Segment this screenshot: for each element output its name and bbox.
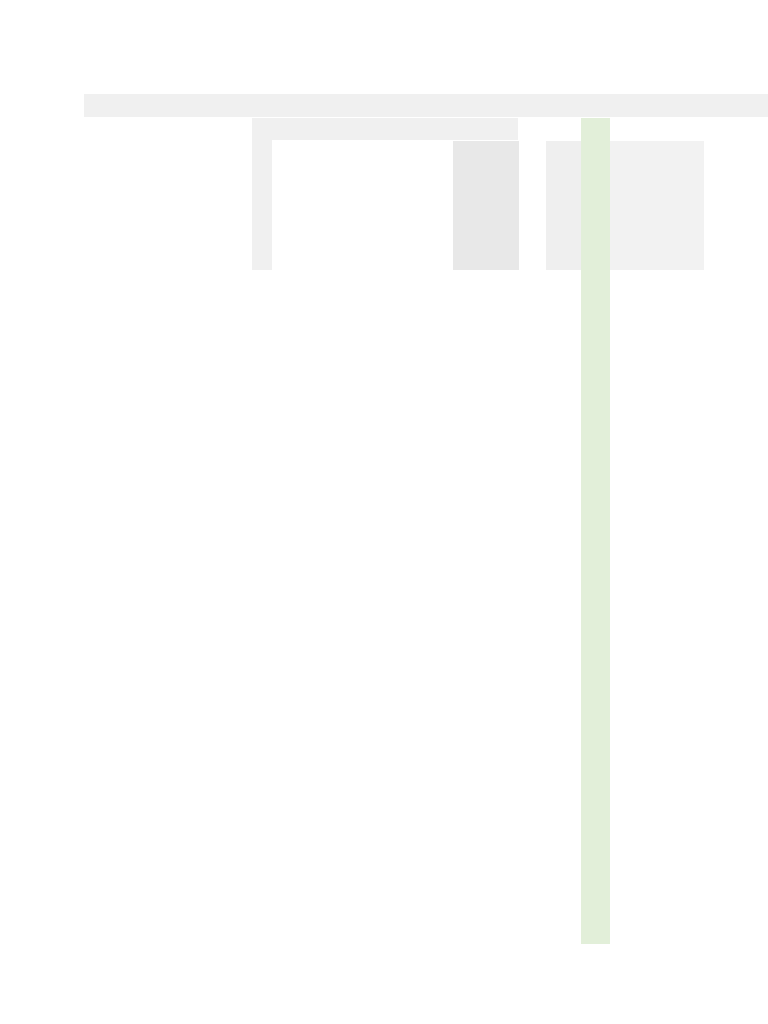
grade1-column-fill bbox=[581, 118, 610, 944]
banner-bg bbox=[84, 94, 768, 117]
test-header-fill bbox=[453, 141, 519, 270]
grade1-title-bg bbox=[272, 118, 434, 140]
header-fill-semester bbox=[252, 118, 272, 270]
engagement2-fill bbox=[610, 141, 677, 270]
right-fill bbox=[677, 141, 704, 270]
header-fill-gap bbox=[434, 118, 518, 140]
col-blank-fill bbox=[546, 141, 581, 270]
